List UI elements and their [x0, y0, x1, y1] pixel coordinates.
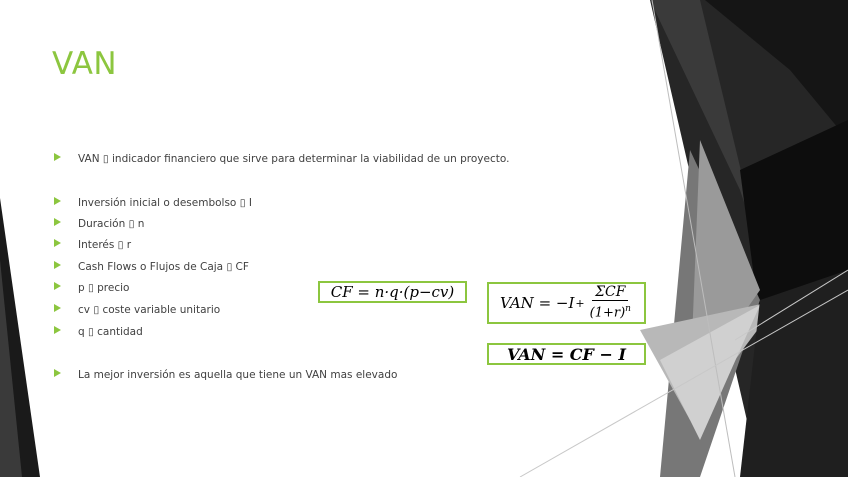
bullet-text: Interés ▯ r	[78, 239, 132, 251]
bullet-arrow-icon	[54, 197, 61, 205]
bullet-item	[54, 195, 252, 211]
bullet-arrow-icon	[54, 218, 61, 226]
cash-flow-formula-text: CF = n·q·(p−cv)	[330, 283, 455, 301]
bullet-text: q ▯ cantidad	[78, 326, 143, 338]
van-simple-formula-text: VAN = CF − I	[507, 344, 626, 364]
slide-title: VAN	[52, 46, 118, 82]
van-fraction-formula	[487, 282, 646, 324]
bullet-arrow-icon	[54, 239, 61, 247]
bullet-item	[54, 367, 397, 383]
bullet-text: Cash Flows o Flujos de Caja ▯ CF	[78, 261, 249, 273]
van-formula-denominator-exponent: n	[625, 304, 631, 315]
bullet-text: Duración ▯ n	[78, 218, 145, 230]
van-formula-numerator: ΣCF	[592, 284, 628, 301]
van-formula-plus: +	[575, 296, 585, 310]
bullet-item	[54, 151, 509, 167]
bullet-arrow-icon	[54, 304, 61, 312]
van-formula-lhs: VAN = −I	[500, 294, 575, 312]
bullet-text: VAN ▯ indicador financiero que sirve para determinar la viabilidad de un proyecto.	[78, 153, 510, 165]
van-formula-denominator	[588, 301, 633, 321]
van-formula-fraction	[588, 284, 633, 321]
bullet-item	[54, 216, 144, 232]
bullet-text: p ▯ precio	[78, 282, 130, 294]
bullet-arrow-icon	[54, 261, 61, 269]
van-formula-denominator-base: (1+r)	[589, 305, 626, 321]
bullet-item	[54, 237, 131, 253]
van-simple-formula	[487, 343, 646, 365]
bullet-item	[54, 324, 143, 340]
bullet-text: cv ▯ coste variable unitario	[78, 304, 221, 316]
bullet-arrow-icon	[54, 326, 61, 334]
bullet-item	[54, 280, 129, 296]
cash-flow-formula	[318, 281, 467, 303]
bullet-item	[54, 302, 220, 318]
bullet-item	[54, 259, 249, 275]
bullet-arrow-icon	[54, 282, 61, 290]
bullet-arrow-icon	[54, 153, 61, 161]
bullet-text: Inversión inicial o desembolso ▯ I	[78, 197, 252, 209]
bullet-arrow-icon	[54, 369, 61, 377]
bullet-text: La mejor inversión es aquella que tiene un VAN mas elevado	[78, 369, 398, 381]
